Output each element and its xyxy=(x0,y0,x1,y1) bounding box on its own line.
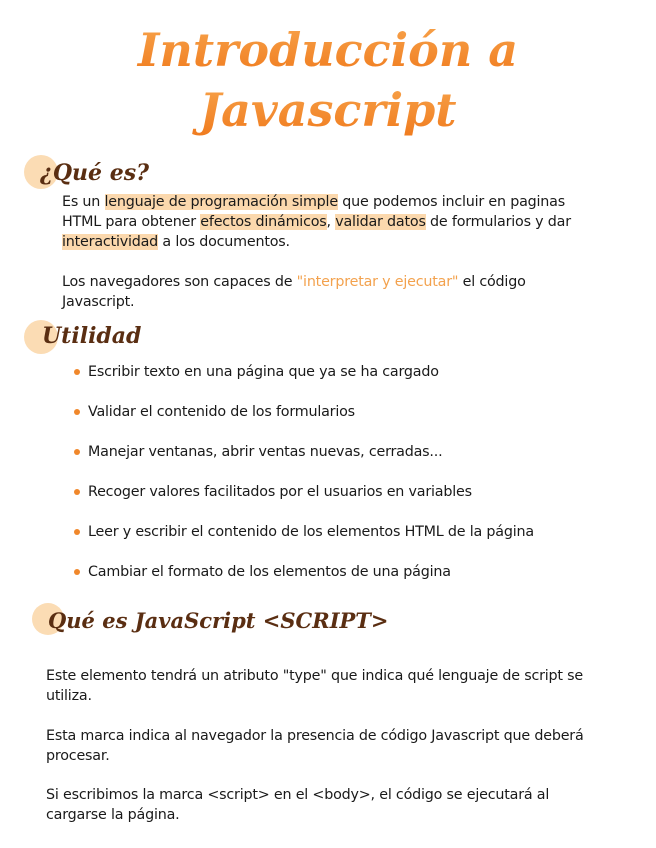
highlight-efectos: efectos dinámicos xyxy=(200,214,327,230)
bullet-dot xyxy=(74,489,80,495)
text-segment: el código Javascript. xyxy=(62,274,526,310)
list-item xyxy=(74,442,534,482)
list-item-text: Leer y escribir el contenido de los elementos HTML de la página xyxy=(88,524,534,540)
text-segment: que podemos incluir en paginas HTML para obtener xyxy=(62,194,565,230)
text-segment: de formularios y dar xyxy=(425,214,571,230)
bullet-dot xyxy=(74,449,80,455)
section-heading-script: Qué es JavaScript <SCRIPT> xyxy=(48,608,389,633)
text-segment: Los navegadores son capaces de xyxy=(62,274,297,290)
highlight-interpretar: "interpretar y ejecutar" xyxy=(296,274,459,290)
highlight-interactividad: interactividad xyxy=(62,234,159,250)
list-item-text: Manejar ventanas, abrir ventas nuevas, cerradas... xyxy=(88,444,443,460)
text-segment: , xyxy=(326,214,336,230)
paragraph-body: Si escribimos la marca <script> en el <body>, el código se ejecutará al cargarse la página. xyxy=(46,787,550,823)
list-item xyxy=(74,562,534,602)
list-item-text: Cambiar el formato de los elementos de una página xyxy=(88,564,451,580)
list-item xyxy=(74,362,534,402)
section-heading-que-es: ¿Qué es? xyxy=(40,160,149,186)
list-item xyxy=(74,402,534,442)
paragraph-type: Este elemento tendrá un atributo "type" que indica qué lenguaje de script se utiliza. xyxy=(46,668,584,704)
list-item-text: Validar el contenido de los formularios xyxy=(88,404,355,420)
text-segment: a los documentos. xyxy=(158,234,290,250)
section-heading-utilidad: Utilidad xyxy=(42,323,142,349)
list-item-text: Recoger valores facilitados por el usuarios en variables xyxy=(88,484,472,500)
utilidad-list xyxy=(74,362,534,602)
paragraph-marca: Esta marca indica al navegador la presencia de código Javascript que deberá procesar. xyxy=(46,728,584,764)
page-title-line2: Javascript xyxy=(0,84,656,136)
bullet-dot xyxy=(74,369,80,375)
paragraph-navegadores xyxy=(62,272,602,312)
paragraph-definition xyxy=(62,192,602,252)
bullet-dot xyxy=(74,409,80,415)
bullet-dot xyxy=(74,569,80,575)
page-title-line1: Introducción a xyxy=(0,24,656,76)
list-item xyxy=(74,482,534,522)
list-item xyxy=(74,522,534,562)
highlight-validar: validar datos xyxy=(335,214,426,230)
bullet-dot xyxy=(74,529,80,535)
text-segment: Es un xyxy=(62,194,105,210)
highlight-lenguaje: lenguaje de programación simple xyxy=(104,194,338,210)
list-item-text: Escribir texto en una página que ya se ha cargado xyxy=(88,364,439,380)
